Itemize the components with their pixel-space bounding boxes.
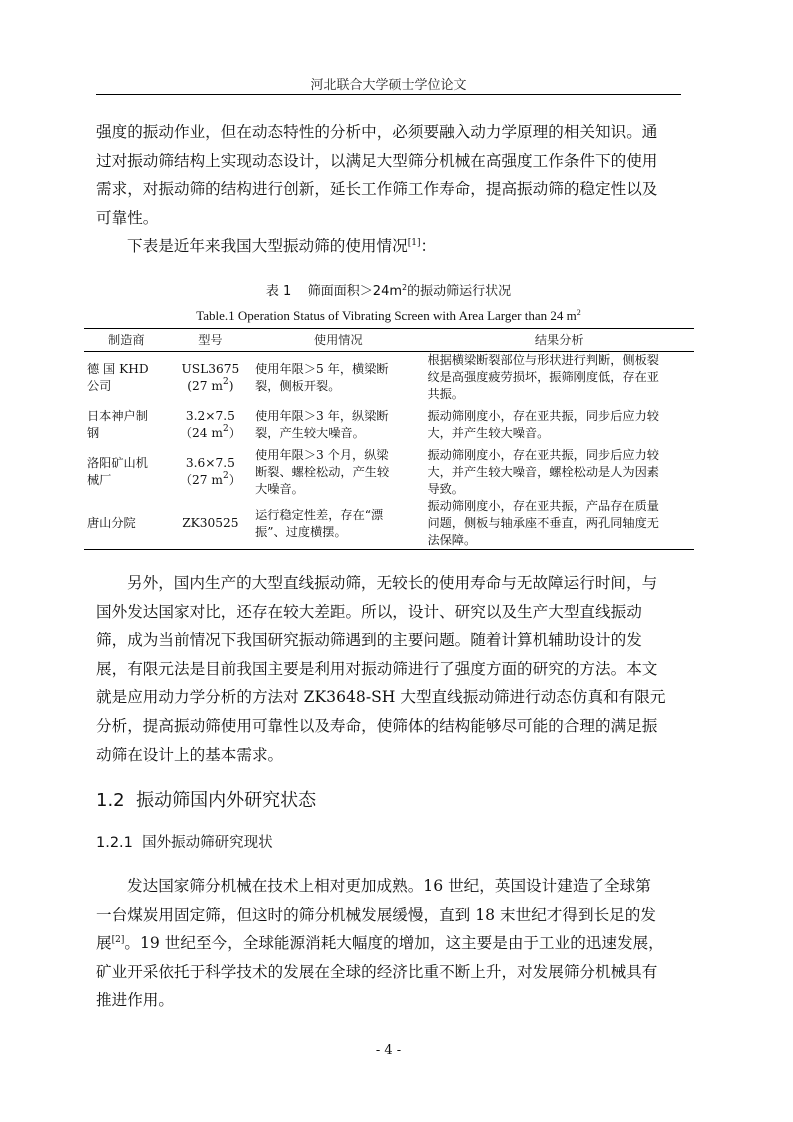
running-header: 河北联合大学硕士学位论文 — [310, 78, 467, 93]
text-line — [96, 929, 681, 958]
header-rule — [96, 94, 681, 95]
table-intro-line — [96, 232, 681, 261]
superscript: 2 — [222, 376, 229, 387]
table-row — [84, 403, 694, 446]
table-title-cn-tail: 的振动筛运行状况 — [407, 284, 512, 299]
cell-usage — [252, 403, 424, 446]
section-heading — [96, 786, 316, 812]
cell-maker — [84, 352, 169, 404]
cell-line: 大，并产生较大噪音。 — [427, 425, 550, 440]
cell-line: 纹是高强度疲劳损坏，振筛刚度低，存在亚 — [427, 370, 659, 384]
cell-line: （27 m — [179, 473, 223, 487]
table-header-row — [84, 329, 694, 352]
cell-result — [424, 403, 694, 446]
text-line: 一台煤炭用固定筛，但这时的筛分机械发展缓慢，直到 18 末世纪才得到长足的发 — [96, 905, 656, 924]
citation-ref: [2] — [111, 935, 125, 946]
vibrating-screen-table — [84, 328, 694, 550]
cell-line: 振动筛刚度小，存在亚共振，同步后应力较 — [427, 408, 659, 423]
cell-line: 3.6×7.5 — [185, 456, 235, 470]
table-title-cn: 筛面面积＞24m — [307, 284, 403, 299]
cell-line: 裂，侧板开裂。 — [255, 378, 341, 393]
cell-line: 公司 — [87, 378, 112, 393]
cell-line: 导致。 — [427, 481, 464, 496]
table-row — [84, 498, 694, 550]
subsection-title: 国外振动筛研究现状 — [142, 835, 273, 851]
cell-line: 共振。 — [427, 387, 464, 401]
text-line: 矿业开采依托于科学技术的发展在全球的经济比重不断上升，对发展筛分机械具有 — [96, 962, 658, 981]
text-fragment: 展 — [96, 934, 112, 953]
cell-line: 唐山分院 — [87, 516, 136, 530]
cell-line: (27 m — [187, 378, 223, 393]
cell-line: 振”、过度横摆。 — [255, 524, 347, 539]
cell-line: 3.2×7.5 — [185, 408, 235, 423]
cell-maker — [84, 446, 169, 498]
cell-line: 大，并产生较大噪音，螺栓松动是人为因素 — [427, 464, 659, 479]
table-intro-text: 下表是近年来我国大型振动筛的使用情况 — [127, 237, 408, 256]
cell-line: 法保障。 — [427, 533, 477, 547]
cell-line: ） — [228, 425, 241, 440]
cell-line: 振动筛刚度小，存在亚共振，产品存在质量 — [427, 499, 659, 513]
cell-model — [169, 403, 252, 446]
text-line: 动筛在设计上的基本需求。 — [96, 745, 284, 764]
table-caption-en — [96, 308, 681, 324]
cell-line: ） — [228, 473, 241, 487]
col-header-model: 型号 — [169, 329, 252, 352]
text-line: 就是应用动力学分析的方法对 ZK3648-SH 大型直线振动筛进行动态仿真和有限元 — [96, 688, 666, 707]
cell-line: 使用年限＞3 个月，纵梁 — [255, 447, 389, 462]
cell-line: 大噪音。 — [255, 481, 304, 496]
citation-ref: [1] — [407, 238, 421, 249]
text-line: 需求，对振动筛的结构进行创新，延长工作筛工作寿命，提高振动筛的稳定性以及 — [96, 180, 658, 199]
text-line: 国外发达国家对比，还存在较大差距。所以，设计、研究以及生产大型直线振动 — [96, 602, 642, 621]
cell-line: 断裂、螺栓松动，产生较 — [255, 464, 390, 479]
text-line: 推进作用。 — [96, 991, 174, 1010]
text-line: 可靠性。 — [96, 208, 159, 227]
cell-result — [424, 446, 694, 498]
cell-line: 根据横梁断裂部位与形状进行判断，侧板裂 — [427, 353, 659, 367]
col-header-result: 结果分析 — [424, 329, 694, 352]
cell-model — [169, 446, 252, 498]
cell-line: 裂，产生较大噪音。 — [255, 425, 365, 440]
cell-line: ) — [228, 378, 234, 393]
cell-usage — [252, 498, 424, 550]
cell-line: 洛阳矿山机 — [87, 456, 148, 470]
section-title: 振动筛国内外研究状态 — [136, 790, 317, 811]
cell-line: USL3675 — [181, 361, 240, 376]
col-header-usage: 使用情况 — [252, 329, 424, 352]
superscript: 2 — [222, 471, 229, 481]
cell-line: 钢 — [87, 425, 100, 440]
body-paragraph — [96, 569, 681, 769]
text-line: 过对振动筛结构上实现动态设计，以满足大型筛分机械在高强度工作条件下的使用 — [96, 151, 658, 170]
cell-line: 运行稳定性差，存在“漂 — [255, 507, 384, 522]
cell-line: 振动筛刚度小，存在亚共振，同步后应力较 — [427, 447, 659, 462]
cell-line: 使用年限＞3 年，纵梁断 — [255, 408, 389, 423]
page-number: - 4 - — [375, 1043, 402, 1058]
cell-line: 问题，侧板与轴承座不垂直，两孔同轴度无 — [427, 516, 659, 530]
text-line: 发达国家筛分机械在技术上相对更加成熟。16 世纪，英国设计建造了全球第 — [127, 877, 651, 895]
superscript: 2 — [222, 423, 229, 434]
section-number: 1.2 — [96, 790, 125, 811]
cell-maker — [84, 498, 169, 550]
cell-line: 日本神户制 — [87, 408, 148, 423]
subsection-heading — [96, 831, 273, 852]
text-line: 另外，国内生产的大型直线振动筛，无较长的使用寿命与无故障运行时间，与 — [127, 574, 658, 592]
cell-line: 械厂 — [87, 473, 112, 487]
cell-maker — [84, 403, 169, 446]
table-caption-cn — [96, 280, 681, 299]
cell-line: ZK30525 — [182, 516, 239, 530]
subsection-number: 1.2.1 — [96, 835, 133, 851]
superscript: 2 — [576, 308, 581, 317]
text-line: 筛，成为当前情况下我国研究振动筛遇到的主要问题。随着计算机辅助设计的发 — [96, 631, 642, 650]
cell-line: 德 国 KHD — [87, 361, 149, 376]
table-row — [84, 446, 694, 498]
table-intro-suffix: ： — [420, 237, 437, 256]
table-row — [84, 352, 694, 404]
table-title-en: Table.1 Operation Status of Vibrating Screen with Area Larger than 24 m — [196, 308, 577, 323]
cell-usage — [252, 352, 424, 404]
text-line: 分析，提高振动筛使用可靠性以及寿命，使筛体的结构能够尽可能的合理的满足振 — [96, 716, 658, 735]
intro-paragraph — [96, 118, 681, 261]
superscript: 2 — [402, 283, 408, 292]
cell-result — [424, 498, 694, 550]
cell-line: 使用年限＞5 年，横梁断 — [255, 361, 389, 376]
cell-model — [169, 498, 252, 550]
col-header-maker: 制造商 — [84, 329, 169, 352]
text-line: 展，有限元法是目前我国主要是利用对振动筛进行了强度方面的研究的方法。本文 — [96, 659, 658, 678]
final-paragraph — [96, 872, 681, 1015]
text-line: 强度的振动作业，但在动态特性的分析中，必须要融入动力学原理的相关知识。通 — [96, 123, 658, 141]
cell-result — [424, 352, 694, 404]
cell-usage — [252, 446, 424, 498]
cell-line: （24 m — [179, 425, 223, 440]
table-label: 表 1 — [265, 284, 292, 299]
cell-model — [169, 352, 252, 404]
text-fragment: 。19 世纪至今，全球能源消耗大幅度的增加，这主要是由于工业的迅速发展， — [124, 934, 664, 953]
